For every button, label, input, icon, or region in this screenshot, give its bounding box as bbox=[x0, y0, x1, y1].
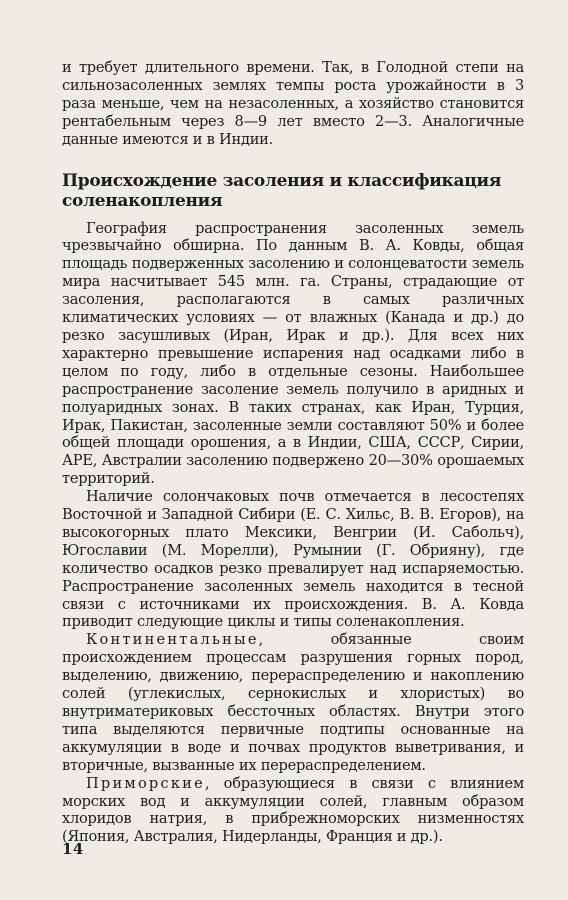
continental-text: , обязанные своим происхождением процессам разрушения горных пород, выделению, движению, перераспределению и накоплению солей (углекислых, сернокислых и хлористых) во внутриматериковых бессточных областях. Внутри этого типа выделяются первичные подтипы основанные на аккумуляции в воде и почвах продуктов выветривания, и вторичные, вызванные их перераспределением. bbox=[62, 631, 524, 774]
maritime-text: , образующиеся в связи с влиянием морских вод и аккумуляции солей, главным образом хлоридов натрия, в прибрежноморских низменностях (Япония, Австралия, Нидерланды, Франция и др.). bbox=[62, 774, 524, 846]
paragraph-solonchak: Наличие солончаковых почв отмечается в лесостепях Восточной и Западной Сибири (Е. С. Хильс, В. В. Егоров), на высокогорных плато Мексики, Венгрии (И. Сабольч), Югославии (М. Морелли), Румынии (Г. Обрияну), где количество осадков резко превалирует над испаряемостью. Распространение засоленных земель находится в тесной связи с источниками их происхождения. В. А. Ковда приводит следующие циклы и типы соленакопления. bbox=[62, 488, 524, 631]
intro-paragraph: и требует длительного времени. Так, в Голодной степи на сильнозасоленных землях темпы роста урожайности в 3 раза меньше, чем на незасоленных, а хозяйство становится рентабельным через 8—9 лет вместо 2—3. Аналогичные данные имеются и в Индии. bbox=[62, 59, 524, 148]
section-heading: Происхождение засоления и классификация соленакопления bbox=[62, 170, 502, 211]
continental-term: Континентальные bbox=[86, 631, 259, 649]
book-page bbox=[62, 59, 524, 846]
page-number: 14 bbox=[62, 840, 84, 858]
paragraph-maritime bbox=[62, 775, 524, 847]
paragraph-continental bbox=[62, 631, 524, 774]
maritime-term: Приморские bbox=[86, 774, 205, 792]
paragraph-geography: География распространения засоленных земель чрезвычайно обширна. По данным В. А. Ковды, общая площадь подверженных засолению и солонцеватости земель мира насчитывает 545 млн. га. Страны, страдающие от засоления, располагаются в самых различных климатических условиях — от влажных (Канада и др.) до резко засушливых (Иран, Ирак и др.). Для всех них характерно превышение испарения над осадками либо в целом по году, либо в отдельные сезоны. Наибольшее распространение засоление земель получило в аридных и полуаридных зонах. В таких странах, как Иран, Турция, Ирак, Пакистан, засоленные земли составляют 50% и более общей площади орошения, а в Индии, США, СССР, Сирии, АРЕ, Австралии засолению подвержено 20—30% орошаемых территорий. bbox=[62, 219, 524, 488]
